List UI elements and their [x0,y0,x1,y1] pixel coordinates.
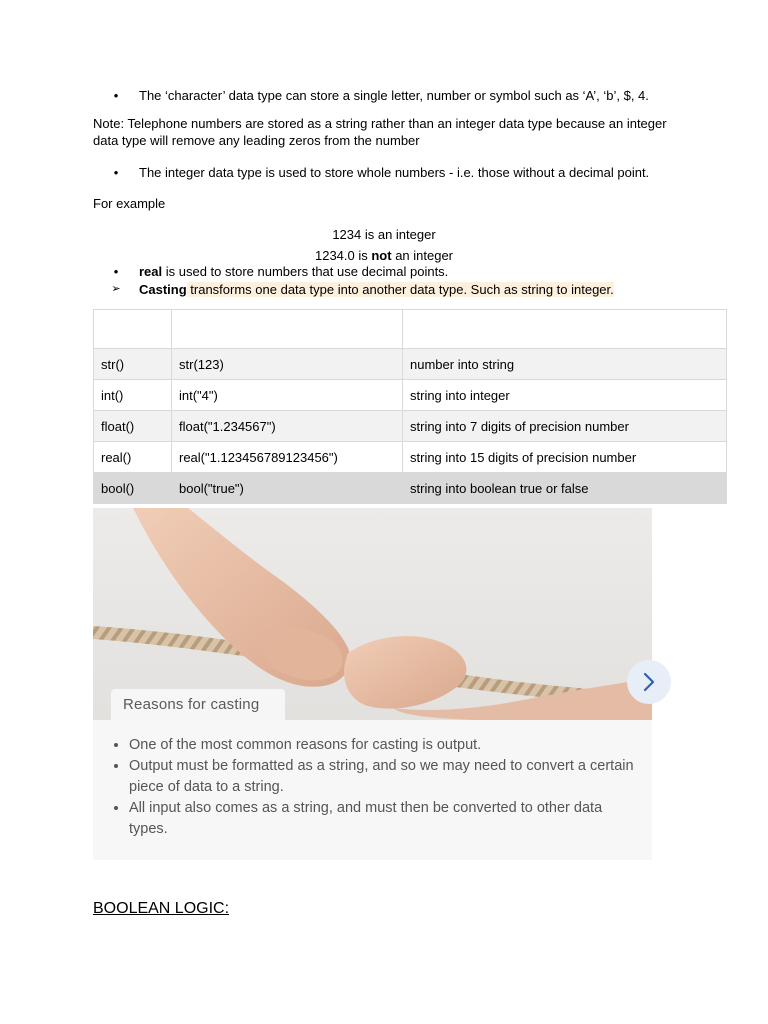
example-text-before: 1234.0 is [314,248,372,263]
bullet-rest-highlighted: transforms one data type into another data type. Such as string to integer. [186,282,614,297]
example-text-bold: not [371,248,392,263]
table-cell: real("1.123456789123456") [172,442,403,473]
table-cell: bool("true") [172,473,403,504]
table-cell: number into string [403,349,727,380]
chevron-right-icon [641,672,657,692]
table-row [94,349,727,380]
image-caption-tab: Reasons for casting [111,689,285,721]
bullet-bold: Casting [139,282,187,297]
bullet-rest: is used to store numbers that use decimal points. [162,264,449,279]
next-slide-button[interactable] [627,660,671,704]
table-cell [94,310,172,349]
reasons-list [93,735,652,840]
bullet-integer [93,165,733,180]
table-cell: string into 7 digits of precision number [403,411,727,442]
bullet-casting [93,282,733,297]
table-cell [172,310,403,349]
list-item: • Output must be formatted as a string, and so we may need to convert a certain piece of data to a string. [129,756,652,798]
bullet-text [139,264,448,279]
bullet-character [93,88,733,103]
note-paragraph: Note: Telephone numbers are stored as a string rather than an integer data type because an integer data type will remove any leading zeros from the number [93,116,667,148]
table-row [94,411,727,442]
bullet-text [139,282,614,297]
table-cell: string into boolean true or false [403,473,727,504]
for-example-label: For example [93,196,166,211]
example-line-2 [93,248,675,263]
bullet-text: The integer data type is used to store whole numbers - i.e. those without a decimal point. [139,165,650,180]
bullet-text: The ‘character’ data type can store a single letter, number or symbol such as ‘A’, ‘b’, $, 4. [139,88,649,103]
reasons-panel [93,721,652,859]
bullet-real [93,264,733,279]
table-row [94,473,727,504]
table-row [94,442,727,473]
table-cell [403,310,727,349]
table-cell: real() [94,442,172,473]
table-cell: string into integer [403,380,727,411]
table-cell: int() [94,380,172,411]
table-cell: float() [94,411,172,442]
bullet-mark: • [113,88,119,103]
section-heading: BOOLEAN LOGIC: [93,900,230,917]
table-cell: str(123) [172,349,403,380]
arrow-bullet-icon: ➢ [111,283,121,295]
casting-table [93,309,727,504]
example-line-1: 1234 is an integer [332,227,436,242]
bullet-mark: • [113,264,119,279]
bullet-bold: real [139,264,163,279]
table-cell: str() [94,349,172,380]
table-row [94,380,727,411]
list-item: • All input also comes as a string, and must then be converted to other data types. [129,798,652,840]
bullet-mark: • [113,165,119,180]
list-item: • One of the most common reasons for casting is output. [129,735,652,756]
example-text-after: an integer [391,248,454,263]
table-header-row [94,310,727,349]
table-cell: int("4") [172,380,403,411]
table-cell: string into 15 digits of precision number [403,442,727,473]
table-cell: bool() [94,473,172,504]
table-cell: float("1.234567") [172,411,403,442]
